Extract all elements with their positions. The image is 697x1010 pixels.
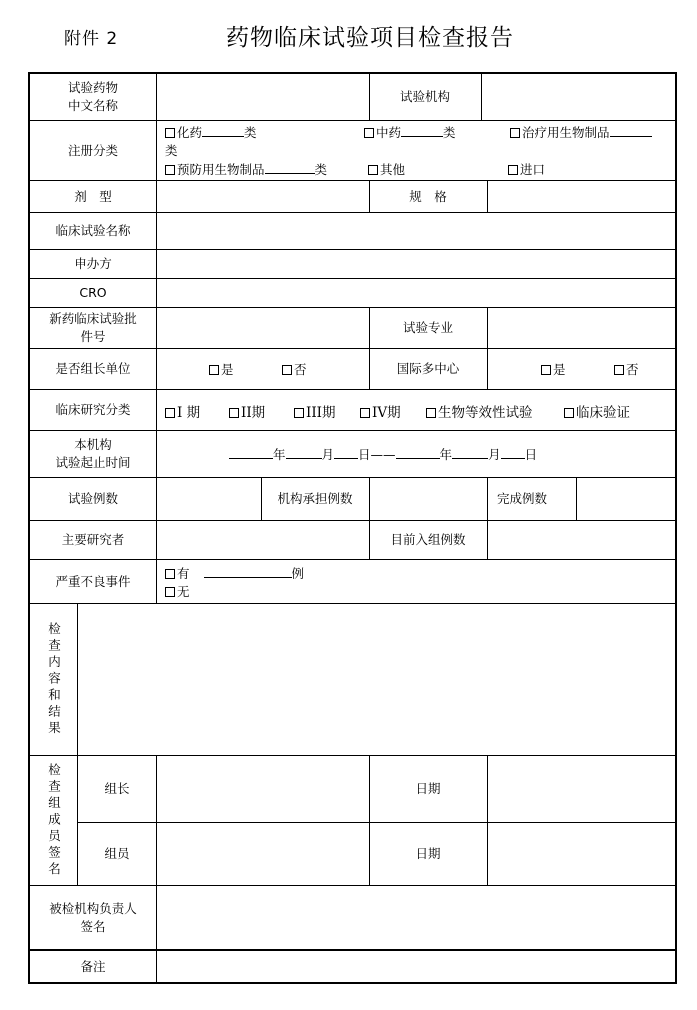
specialty-label: 试验专业: [402, 320, 453, 335]
month-blank[interactable]: [286, 446, 322, 459]
institution-label: 试验机构: [399, 89, 450, 104]
sae-label: 严重不良事件: [55, 573, 131, 589]
drug-name-label: 试验药物 中文名称: [67, 80, 118, 113]
multicenter-no[interactable]: [614, 360, 639, 378]
checkbox-icon: [614, 365, 624, 375]
sponsor-field[interactable]: [157, 250, 675, 278]
multicenter-yes[interactable]: [541, 360, 566, 378]
checkbox-icon: [294, 408, 304, 418]
dash: ——: [370, 447, 396, 462]
cro-field[interactable]: [157, 279, 675, 307]
pi-label: 主要研究者: [61, 532, 125, 547]
study-category-label: 临床研究分类: [55, 402, 131, 417]
blank-line: [202, 124, 244, 137]
sae-unit: 例: [291, 566, 305, 581]
drug-name-field[interactable]: [157, 74, 369, 120]
checkbox-icon: [209, 365, 219, 375]
remarks-label: 备注: [80, 959, 106, 974]
checkbox-icon: [541, 365, 551, 375]
class-suffix-wrap: 类: [165, 143, 178, 158]
class-suffix: 类: [443, 125, 456, 140]
class-suffix: 类: [314, 162, 328, 177]
specialty-field[interactable]: [488, 308, 675, 348]
month-label: 月: [321, 447, 335, 462]
enrolled-field[interactable]: [488, 521, 675, 559]
lead-unit-label: 是否组长单位: [55, 361, 131, 376]
reg-option-chemical[interactable]: [165, 123, 257, 141]
day-label: 日: [358, 447, 371, 462]
day-blank[interactable]: [334, 446, 358, 459]
checkbox-icon: [165, 128, 175, 138]
attachment-label: 附件 2: [64, 29, 119, 49]
checkbox-icon: [510, 128, 520, 138]
approval-no-label: 新药临床试验批 件号: [49, 311, 137, 344]
study-cat-phase2[interactable]: [229, 401, 265, 421]
member-label: 组员: [104, 846, 130, 861]
cat-label: II期: [241, 405, 266, 421]
checkbox-icon: [364, 128, 374, 138]
inst-case-field[interactable]: [370, 478, 487, 520]
member-date-label: 日期: [415, 846, 441, 861]
inspected-head-signature-field[interactable]: [157, 886, 675, 949]
cat-label: IV期: [372, 405, 401, 421]
multicenter-label: 国际多中心: [396, 361, 460, 376]
reg-option-preventive-bio[interactable]: [165, 160, 327, 178]
trial-name-field[interactable]: [157, 213, 675, 249]
institution-field[interactable]: [482, 74, 675, 120]
reg-option-tcm[interactable]: [364, 123, 456, 141]
period-label: 本机构 试验起止时间: [55, 437, 131, 470]
study-cat-clinical-verification[interactable]: [564, 401, 630, 421]
lead-unit-no[interactable]: [282, 360, 307, 378]
reg-chemical-label: 化药: [177, 125, 203, 140]
checkbox-icon: [564, 408, 574, 418]
inspected-head-label: 被检机构负责人 签名: [49, 900, 137, 934]
spec-field[interactable]: [488, 181, 675, 212]
inspection-content-field[interactable]: [78, 604, 675, 755]
reg-option-other[interactable]: [368, 160, 405, 178]
reg-preventive-label: 预防用生物制品: [177, 162, 265, 177]
day-label: 日: [524, 447, 538, 462]
dosage-form-label: 剂 型: [74, 188, 112, 204]
trial-name-label: 临床试验名称: [55, 223, 131, 238]
sae-count-blank[interactable]: [204, 565, 292, 578]
inspection-content-label: 检查内容和结果: [46, 621, 62, 738]
remarks-field[interactable]: [157, 951, 675, 983]
sae-no-option[interactable]: [165, 582, 190, 600]
spec-label: 规 格: [409, 188, 447, 204]
checkbox-icon: [282, 365, 292, 375]
cat-label: 临床验证: [576, 405, 630, 421]
blank-line: [610, 124, 652, 137]
cat-label: III期: [306, 405, 336, 421]
completed-label: 完成例数: [497, 491, 548, 506]
cat-label: 生物等效性试验: [438, 405, 533, 421]
leader-signature-field[interactable]: [157, 756, 369, 822]
sae-yes-label: 有: [177, 566, 190, 581]
sponsor-label: 申办方: [74, 256, 112, 271]
study-cat-phase1[interactable]: [165, 401, 200, 421]
completed-field[interactable]: [577, 478, 675, 520]
checkbox-icon: [165, 569, 175, 579]
member-date-field[interactable]: [488, 823, 675, 885]
page-title: 药物临床试验项目检查报告: [226, 25, 514, 51]
month-label: 月: [488, 447, 501, 462]
member-signature-field[interactable]: [157, 823, 369, 885]
inspection-content-label-cell: [30, 604, 77, 755]
reg-option-therapeutic-bio[interactable]: [510, 123, 652, 141]
day-blank[interactable]: [501, 446, 525, 459]
leader-date-field[interactable]: [488, 756, 675, 822]
approval-no-field[interactable]: [157, 308, 369, 348]
study-cat-phase4[interactable]: [360, 401, 401, 421]
cat-label: I 期: [177, 405, 201, 421]
blank-line: [401, 124, 443, 137]
case-count-field[interactable]: [157, 478, 261, 520]
dosage-form-field[interactable]: [157, 181, 369, 212]
year-label: 年: [439, 447, 453, 462]
yes-label: 是: [553, 362, 566, 377]
blank-line: [265, 161, 315, 174]
cro-label: CRO: [79, 285, 107, 300]
checkbox-icon: [368, 165, 378, 175]
checkbox-icon: [165, 408, 175, 418]
study-cat-phase3[interactable]: [294, 401, 336, 421]
checkbox-icon: [165, 587, 175, 597]
checkbox-icon: [426, 408, 436, 418]
inst-case-label: 机构承担例数: [277, 491, 353, 506]
reg-import-label: 进口: [520, 162, 546, 177]
checkbox-icon: [508, 165, 518, 175]
year-label: 年: [273, 447, 286, 462]
reg-therapeutic-label: 治疗用生物制品: [522, 125, 610, 140]
reg-tcm-label: 中药: [376, 125, 402, 140]
sae-yes-option[interactable]: [165, 564, 304, 582]
leader-label: 组长: [104, 781, 130, 796]
yes-label: 是: [221, 362, 234, 377]
registration-label: 注册分类: [67, 142, 118, 158]
team-signature-label-cell: [30, 756, 77, 885]
year-blank[interactable]: [229, 446, 273, 459]
reg-option-import[interactable]: [508, 160, 545, 178]
month-blank[interactable]: [452, 446, 488, 459]
enrolled-label: 目前入组例数: [390, 532, 466, 547]
no-label: 否: [294, 362, 307, 377]
class-suffix: 类: [244, 125, 257, 140]
team-signature-label: 检查组成员签名: [46, 762, 62, 879]
study-cat-bioequivalence[interactable]: [426, 401, 533, 421]
year-blank[interactable]: [396, 446, 440, 459]
sae-no-label: 无: [177, 584, 190, 599]
case-count-label: 试验例数: [67, 491, 118, 506]
checkbox-icon: [229, 408, 239, 418]
period-field[interactable]: [229, 445, 537, 463]
pi-field[interactable]: [157, 521, 369, 559]
leader-date-label: 日期: [415, 781, 441, 796]
no-label: 否: [626, 362, 639, 377]
checkbox-icon: [165, 165, 175, 175]
lead-unit-yes[interactable]: [209, 360, 234, 378]
reg-other-label: 其他: [380, 162, 406, 177]
checkbox-icon: [360, 408, 370, 418]
